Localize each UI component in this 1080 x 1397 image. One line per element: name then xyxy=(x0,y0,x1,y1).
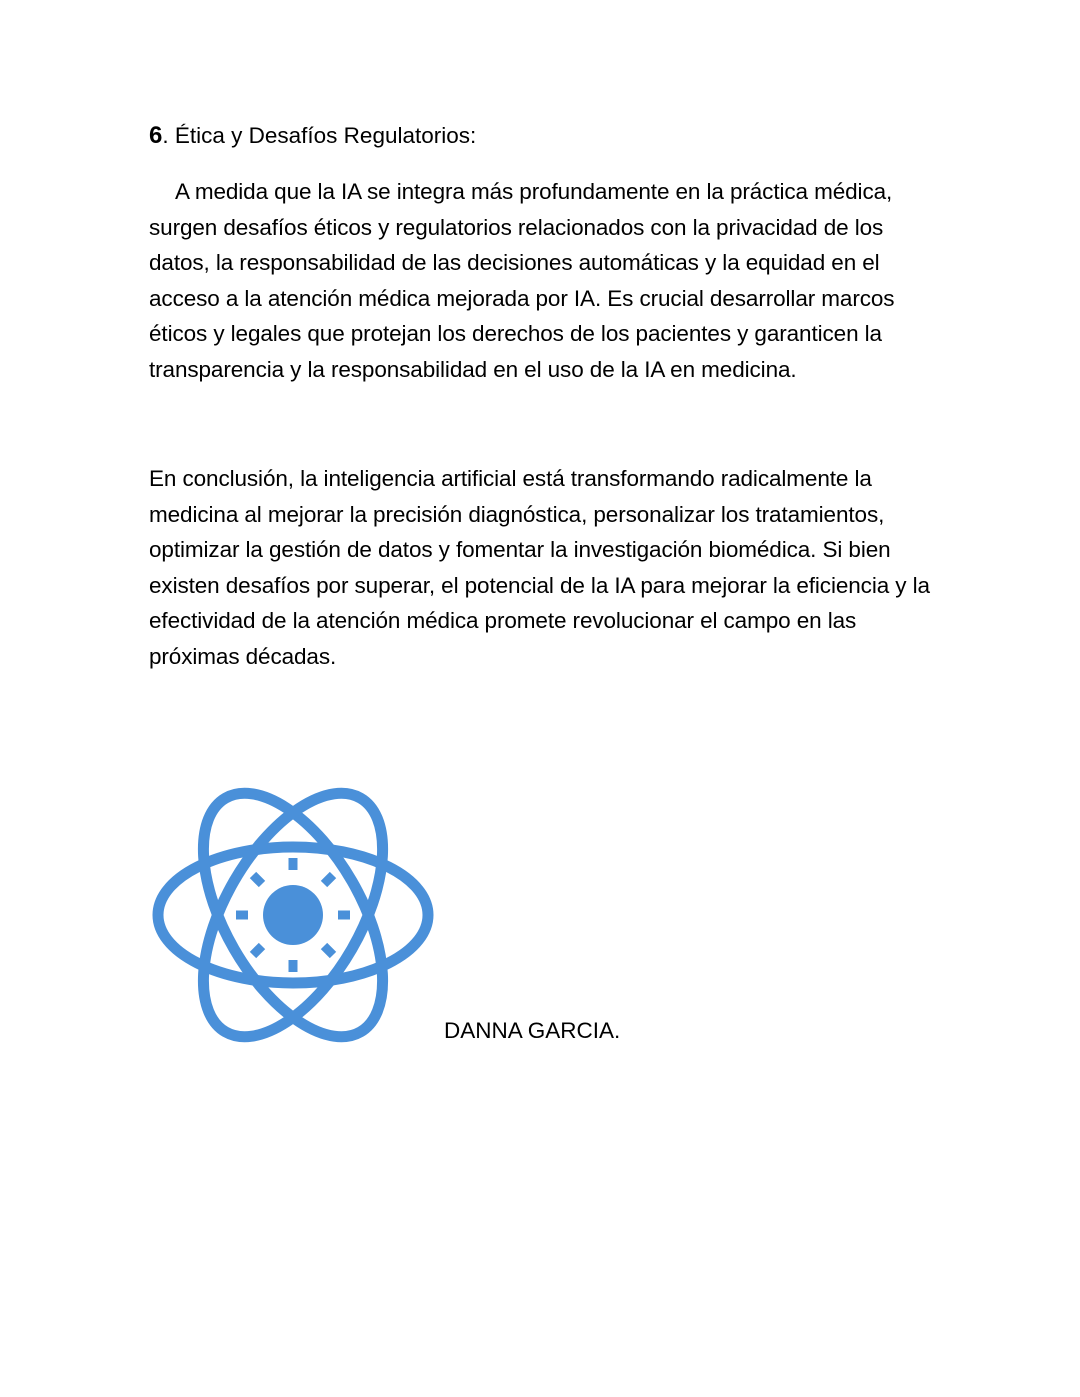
paragraph-spacer xyxy=(149,387,931,461)
paragraph-conclusion: En conclusión, la inteligencia artificial está transformando radicalmente la medicina al mejorar la precisión diagnóstica, personalizar los tratamientos, optimizar la gestión de datos y fomentar la investigación biomédica. Si bien existen desafíos por superar, el potencial de la IA para mejorar la eficiencia y la efectividad de la atención médica promete revolucionar el campo en las próximas décadas. xyxy=(149,466,930,669)
section-number: 6 xyxy=(149,122,163,149)
section-title: . Ética y Desafíos Regulatorios: xyxy=(162,123,477,148)
document-body xyxy=(149,120,931,674)
author-signature: DANNA GARCIA. xyxy=(444,1018,621,1043)
paragraph-ethics: A medida que la IA se integra más profundamente en la práctica médica, surgen desafíos éticos y regulatorios relacionados con la privacidad de los datos, la responsabilidad de las decisiones automáticas y la equidad en el acceso a la atención médica mejorada por IA. Es crucial desarrollar marcos éticos y legales que protejan los derechos de los pacientes y garanticen la transparencia y la responsabilidad en el uso de la IA en medicina. xyxy=(149,179,895,382)
section-heading xyxy=(149,120,931,152)
atom-icon xyxy=(143,770,443,1060)
